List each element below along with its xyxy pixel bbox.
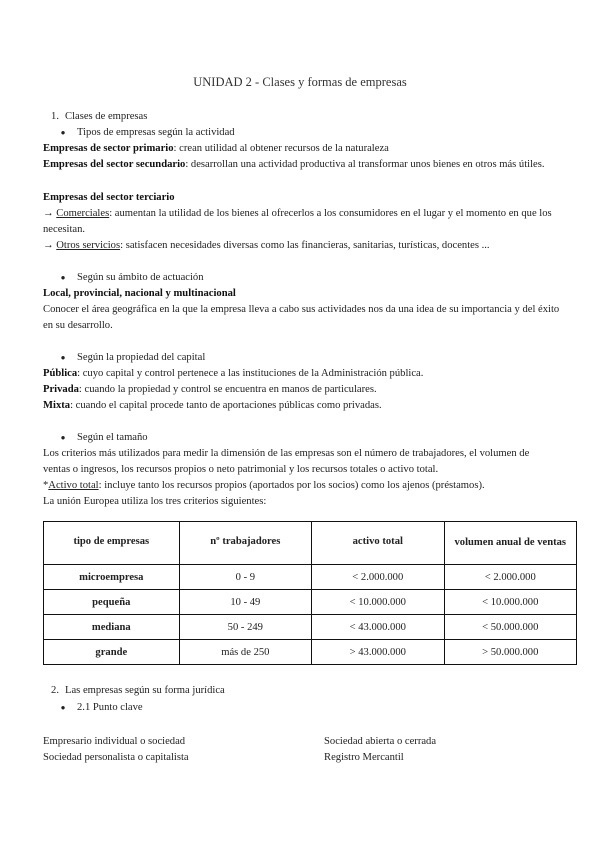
def-primario: : crean utilidad al obtener recursos de la naturaleza: [173, 143, 389, 154]
table-row: [44, 615, 577, 640]
def-activo-total: : incluye tanto los recursos propios (aportados por los socios) como los ajenos (préstamos).: [98, 480, 485, 491]
bullet-text: Según el tamaño: [77, 432, 148, 443]
bottom-left-item: Sociedad personalista o capitalista: [43, 752, 189, 763]
bullet-actividad: [43, 125, 577, 141]
term-secundario: Empresas del sector secundario: [43, 159, 186, 170]
bullet-text: Según la propiedad del capital: [77, 352, 206, 363]
paragraph-mixta: [43, 398, 563, 414]
def-local: Conocer el área geográfica en la que la empresa lleva a cabo sus actividades nos da una idea de su importancia y del éxito en su desarrollo.: [43, 304, 560, 332]
def-comerciales: : aumentan la utilidad de los bienes al ofrecerlos a los consumidores en el lugar y el momento en que los necesitan.: [43, 208, 552, 236]
bullet-propiedad: [43, 350, 577, 366]
def-tamano: Los criterios más utilizados para medir la dimensión de las empresas son el número de trabajadores, el volumen de ventas o ingresos, los recursos propios o neto patrimonial y los recursos totales o activo total.: [43, 448, 530, 476]
table-header: tipo de empresas: [44, 522, 180, 565]
table-cell: > 43.000.000: [312, 640, 444, 665]
table-row: [44, 590, 577, 615]
bullet-text: Tipos de empresas según la actividad: [77, 127, 235, 138]
paragraph-comerciales: [43, 206, 563, 238]
table-cell: 10 - 49: [179, 590, 311, 615]
table-header-row: [44, 522, 577, 565]
table-cell: mediana: [44, 615, 180, 640]
paragraph-activo-total: [43, 478, 563, 494]
bottom-left-column: [43, 734, 189, 766]
table-cell: < 50.000.000: [444, 615, 576, 640]
def-privada: : cuando la propiedad y control se encuentra en manos de particulares.: [78, 384, 377, 395]
paragraph-terciario: [43, 190, 563, 206]
bullet-text: Según su ámbito de actuación: [77, 272, 204, 283]
table-cell: < 43.000.000: [312, 615, 444, 640]
asterisk: *: [43, 480, 49, 491]
table-cell: < 2.000.000: [444, 565, 576, 590]
paragraph-tamano: [43, 446, 553, 478]
table-cell: 0 - 9: [179, 565, 311, 590]
section-2-title: Las empresas según su forma jurídica: [65, 685, 225, 696]
table-cell: > 50.000.000: [444, 640, 576, 665]
bullet-icon: ●: [60, 703, 66, 712]
bottom-right-item: Sociedad abierta o cerrada: [324, 736, 437, 747]
term-activo-total: Activo total: [48, 480, 99, 491]
table-cell: más de 250: [179, 640, 311, 665]
arrow-icon: →: [43, 208, 57, 219]
def-otros-servicios: : satisfacen necesidades diversas como las financieras, sanitarias, turísticas, docentes ...: [120, 240, 490, 251]
term-otros-servicios: Otros servicios: [56, 240, 121, 251]
bullet-icon: ●: [60, 353, 66, 362]
section-1-number: 1.: [51, 111, 59, 122]
paragraph-primario: [43, 141, 563, 157]
table-header: nº trabajadores: [179, 522, 311, 565]
paragraph-privada: [43, 382, 563, 398]
term-terciario: Empresas del sector terciario: [43, 192, 175, 203]
table-cell: grande: [44, 640, 180, 665]
paragraph-local: [43, 286, 563, 335]
page-title: UNIDAD 2 - Clases y formas de empresas: [193, 75, 407, 89]
section-1-heading: [43, 109, 563, 125]
term-local: Local, provincial, nacional y multinacional: [43, 288, 236, 299]
bullet-text: 2.1 Punto clave: [77, 702, 143, 713]
section-2-number: 2.: [51, 685, 59, 696]
table-header: volumen anual de ventas: [444, 522, 576, 565]
bullet-tamano: [43, 430, 577, 446]
def-mixta: : cuando el capital procede tanto de aportaciones públicas como privadas.: [70, 400, 382, 411]
table-row: [44, 640, 577, 665]
bullet-ambito: [43, 270, 577, 286]
term-privada: Privada: [43, 384, 79, 395]
bullet-icon: ●: [60, 433, 66, 442]
table-cell: 50 - 249: [179, 615, 311, 640]
term-mixta: Mixta: [43, 400, 71, 411]
bottom-left-item: Empresario individual o sociedad: [43, 736, 186, 747]
table-cell: microempresa: [44, 565, 180, 590]
paragraph-otros-servicios: [43, 238, 563, 254]
term-primario: Empresas de sector primario: [43, 143, 174, 154]
table-cell: < 10.000.000: [312, 590, 444, 615]
table-cell: pequeña: [44, 590, 180, 615]
section-1-title: Clases de empresas: [65, 111, 148, 122]
table-cell: < 2.000.000: [312, 565, 444, 590]
term-publica: Pública: [43, 368, 78, 379]
paragraph-publica: [43, 366, 563, 382]
table-row: [44, 565, 577, 590]
def-secundario: : desarrollan una actividad productiva al transformar unos bienes en otros más útiles.: [185, 159, 545, 170]
table-cell: < 10.000.000: [444, 590, 576, 615]
arrow-icon: →: [43, 240, 57, 251]
bullet-punto-clave: [43, 700, 577, 716]
size-criteria-table: [43, 521, 577, 665]
term-comerciales: Comerciales: [56, 208, 110, 219]
bottom-right-column: [324, 734, 436, 766]
paragraph-secundario: [43, 157, 563, 173]
paragraph-ue: [43, 494, 563, 510]
bullet-icon: ●: [60, 128, 66, 137]
table-header: activo total: [312, 522, 444, 565]
bullet-icon: ●: [60, 273, 66, 282]
section-2-heading: [43, 683, 563, 699]
def-publica: : cuyo capital y control pertenece a las instituciones de la Administración pública.: [77, 368, 424, 379]
bottom-right-item: Registro Mercantil: [324, 752, 404, 763]
ue-text: La unión Europea utiliza los tres criterios siguientes:: [43, 496, 267, 507]
